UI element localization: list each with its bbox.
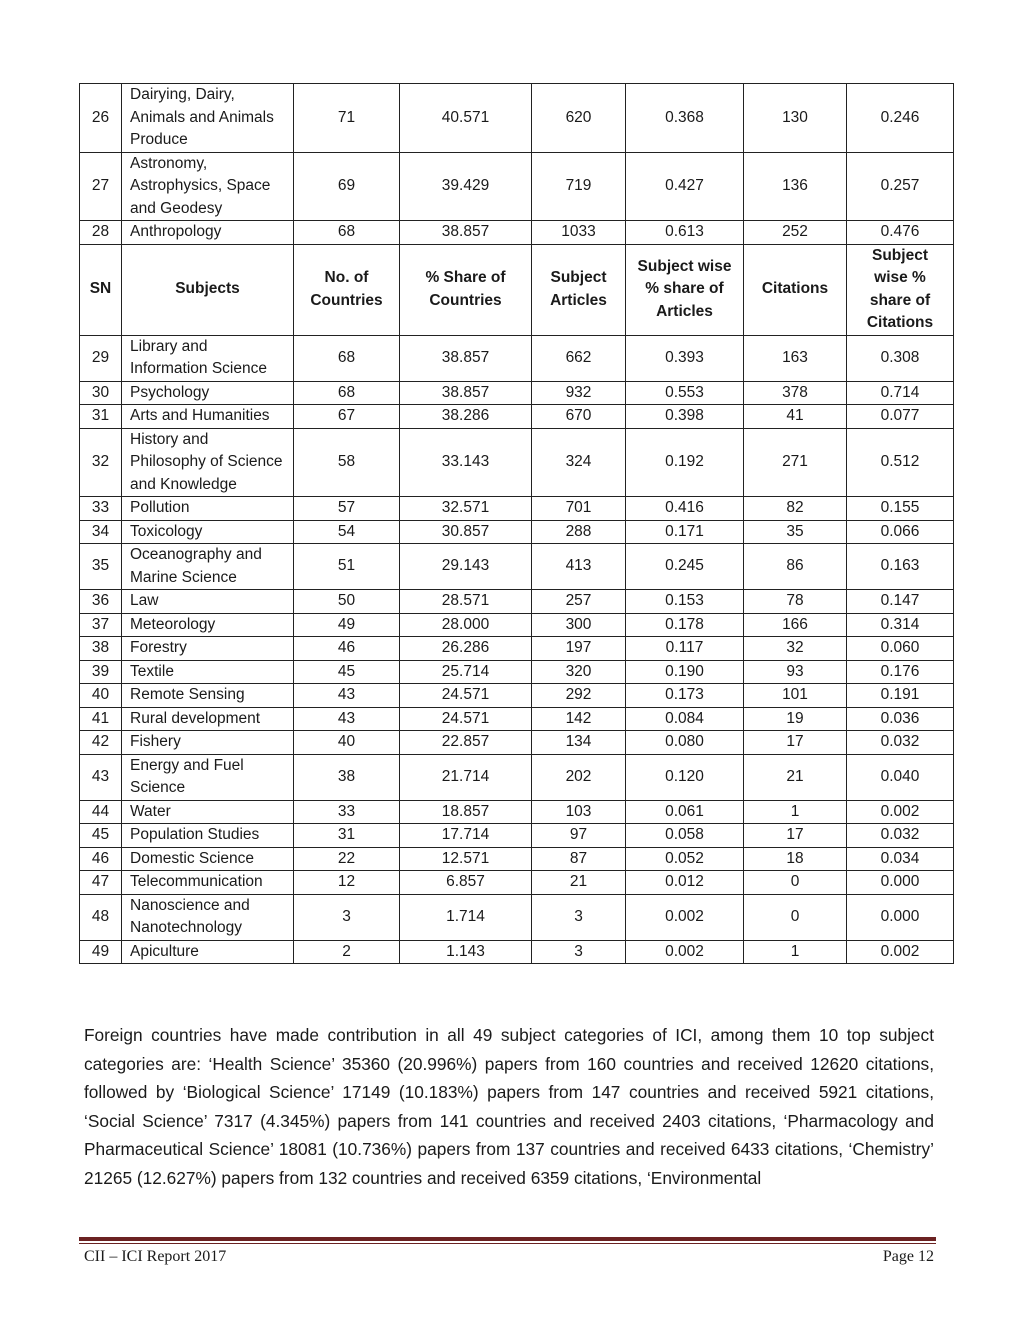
- table-cell: 71: [294, 84, 400, 153]
- subject-table: [79, 83, 954, 964]
- table-body-top: [80, 84, 954, 245]
- table-cell: 31: [80, 405, 122, 429]
- table-cell: 0.002: [847, 940, 954, 964]
- table-cell: 38.286: [400, 405, 532, 429]
- table-row: [80, 660, 954, 684]
- table-cell: 24.571: [400, 684, 532, 708]
- table-cell: 41: [744, 405, 847, 429]
- table-row: [80, 520, 954, 544]
- table-cell: 2: [294, 940, 400, 964]
- table-cell: Psychology: [122, 381, 294, 405]
- table-cell: 0.476: [847, 221, 954, 245]
- table-cell: 142: [532, 707, 626, 731]
- table-cell: 136: [744, 152, 847, 221]
- table-cell: 28.571: [400, 590, 532, 614]
- table-row: [80, 544, 954, 590]
- table-cell: Population Studies: [122, 824, 294, 848]
- table-cell: 0.190: [626, 660, 744, 684]
- table-cell: 26: [80, 84, 122, 153]
- table-cell: 101: [744, 684, 847, 708]
- table-cell: 0.191: [847, 684, 954, 708]
- table-cell: 38.857: [400, 335, 532, 381]
- header-row: [80, 244, 954, 335]
- table-row: [80, 940, 954, 964]
- table-cell: Arts and Humanities: [122, 405, 294, 429]
- table-cell: 701: [532, 497, 626, 521]
- table-cell: 0: [744, 871, 847, 895]
- footer-report-title: CII – ICI Report 2017: [84, 1248, 227, 1265]
- table-cell: 32: [744, 637, 847, 661]
- table-cell: 0.066: [847, 520, 954, 544]
- table-cell: 44: [80, 800, 122, 824]
- table-cell: 24.571: [400, 707, 532, 731]
- table-row: [80, 152, 954, 221]
- table-cell: 19: [744, 707, 847, 731]
- table-row: [80, 800, 954, 824]
- table-cell: Telecommunication: [122, 871, 294, 895]
- table-cell: 0.512: [847, 428, 954, 497]
- table-cell: 40: [80, 684, 122, 708]
- table-cell: 0.314: [847, 613, 954, 637]
- footer-rule-thick: [79, 1237, 936, 1241]
- table-cell: 68: [294, 335, 400, 381]
- table-cell: 46: [294, 637, 400, 661]
- table-cell: 54: [294, 520, 400, 544]
- table-cell: 40: [294, 731, 400, 755]
- table-cell: 0.032: [847, 824, 954, 848]
- table-cell: 57: [294, 497, 400, 521]
- table-cell: 1.714: [400, 894, 532, 940]
- table-cell: Law: [122, 590, 294, 614]
- table-cell: 17: [744, 824, 847, 848]
- table-cell: Toxicology: [122, 520, 294, 544]
- table-cell: 0.171: [626, 520, 744, 544]
- table-cell: 0: [744, 894, 847, 940]
- footer-page-number: Page 12: [882, 1248, 934, 1265]
- table-cell: 43: [294, 707, 400, 731]
- table-cell: 31: [294, 824, 400, 848]
- table-cell: 0.120: [626, 754, 744, 800]
- table-cell: 32: [80, 428, 122, 497]
- table-cell: 0.155: [847, 497, 954, 521]
- table-cell: 0.084: [626, 707, 744, 731]
- table-cell: 202: [532, 754, 626, 800]
- table-cell: 0.000: [847, 894, 954, 940]
- table-cell: 41: [80, 707, 122, 731]
- table-cell: 49: [80, 940, 122, 964]
- table-cell: 197: [532, 637, 626, 661]
- table-cell: Oceanography and Marine Science: [122, 544, 294, 590]
- table-cell: 0.176: [847, 660, 954, 684]
- table-cell: 0.308: [847, 335, 954, 381]
- table-row: [80, 731, 954, 755]
- table-cell: Domestic Science: [122, 847, 294, 871]
- table-row: [80, 381, 954, 405]
- table-cell: 48: [80, 894, 122, 940]
- table-cell: 0.000: [847, 871, 954, 895]
- table-cell: 21.714: [400, 754, 532, 800]
- table-row: [80, 405, 954, 429]
- table-cell: Dairying, Dairy, Animals and Animals Produce: [122, 84, 294, 153]
- table-cell: 67: [294, 405, 400, 429]
- table-cell: 0.163: [847, 544, 954, 590]
- table-cell: 6.857: [400, 871, 532, 895]
- table-cell: 58: [294, 428, 400, 497]
- table-row: [80, 84, 954, 153]
- table-row: [80, 894, 954, 940]
- table-cell: 21: [532, 871, 626, 895]
- table-cell: 670: [532, 405, 626, 429]
- table-cell: 27: [80, 152, 122, 221]
- table-cell: Textile: [122, 660, 294, 684]
- table-cell: 42: [80, 731, 122, 755]
- table-cell: 37: [80, 613, 122, 637]
- table-row: [80, 497, 954, 521]
- table-cell: 0.178: [626, 613, 744, 637]
- table-cell: 932: [532, 381, 626, 405]
- table-cell: 0.192: [626, 428, 744, 497]
- table-cell: 0.036: [847, 707, 954, 731]
- header-countries: No. of Countries: [294, 244, 400, 335]
- table-row: [80, 871, 954, 895]
- table-cell: 46: [80, 847, 122, 871]
- table-cell: 22: [294, 847, 400, 871]
- table-cell: 0.153: [626, 590, 744, 614]
- table-cell: 0.058: [626, 824, 744, 848]
- table-cell: 26.286: [400, 637, 532, 661]
- table-cell: 413: [532, 544, 626, 590]
- table-cell: 25.714: [400, 660, 532, 684]
- table-cell: 22.857: [400, 731, 532, 755]
- table-cell: 0.117: [626, 637, 744, 661]
- table-cell: 0.173: [626, 684, 744, 708]
- table-cell: 0.012: [626, 871, 744, 895]
- table-cell: 0.245: [626, 544, 744, 590]
- table-cell: 33.143: [400, 428, 532, 497]
- table-cell: 300: [532, 613, 626, 637]
- header-share-countries: % Share of Countries: [400, 244, 532, 335]
- table-cell: 103: [532, 800, 626, 824]
- table-cell: 1033: [532, 221, 626, 245]
- table-cell: 271: [744, 428, 847, 497]
- table-cell: 0.553: [626, 381, 744, 405]
- body-paragraph: Foreign countries have made contribution in all 49 subject categories of ICI, among them 10 top subject categories are: ‘Health Science’ 35360 (20.996%) papers from 160 countries and received 12620 citations, followed by ‘Biological Science’ 17149 (10.183%) papers from 147 countries and received 5921 citations, ‘Social Science’ 7317 (4.345%) papers from 141 countries and received 2403 citations, ‘Pharmacology and Pharmaceutical Science’ 18081 (10.736%) papers from 137 countries and received 6433 citations, ‘Chemistry’ 21265 (12.627%) papers from 132 countries and received 6359 citations, ‘Environmental: [84, 1025, 934, 1188]
- table-cell: 134: [532, 731, 626, 755]
- table-cell: 3: [294, 894, 400, 940]
- table-cell: 82: [744, 497, 847, 521]
- table-cell: 0.077: [847, 405, 954, 429]
- table-cell: 719: [532, 152, 626, 221]
- header-articles: Subject Articles: [532, 244, 626, 335]
- table-cell: 35: [744, 520, 847, 544]
- table-cell: 87: [532, 847, 626, 871]
- table-cell: 163: [744, 335, 847, 381]
- table-cell: 30.857: [400, 520, 532, 544]
- table-cell: 68: [294, 381, 400, 405]
- table-cell: 38.857: [400, 221, 532, 245]
- table-row: [80, 428, 954, 497]
- table-cell: 28: [80, 221, 122, 245]
- table-cell: 0.368: [626, 84, 744, 153]
- table-cell: 40.571: [400, 84, 532, 153]
- table-cell: 378: [744, 381, 847, 405]
- table-cell: 12: [294, 871, 400, 895]
- table-cell: 38: [294, 754, 400, 800]
- table-row: [80, 754, 954, 800]
- table-cell: Astronomy, Astrophysics, Space and Geodesy: [122, 152, 294, 221]
- table-cell: 0.061: [626, 800, 744, 824]
- table-cell: 38: [80, 637, 122, 661]
- header-citations: Citations: [744, 244, 847, 335]
- table-cell: Nanoscience and Nanotechnology: [122, 894, 294, 940]
- table-cell: 38.857: [400, 381, 532, 405]
- table-cell: Pollution: [122, 497, 294, 521]
- table-cell: 0.246: [847, 84, 954, 153]
- table-cell: 69: [294, 152, 400, 221]
- table-cell: 49: [294, 613, 400, 637]
- table-cell: 33: [294, 800, 400, 824]
- table-cell: 43: [80, 754, 122, 800]
- table-cell: 0.060: [847, 637, 954, 661]
- table-row: [80, 824, 954, 848]
- table-cell: Water: [122, 800, 294, 824]
- table-cell: 252: [744, 221, 847, 245]
- table-cell: 21: [744, 754, 847, 800]
- table-cell: 36: [80, 590, 122, 614]
- table-cell: 0.613: [626, 221, 744, 245]
- table-row: [80, 221, 954, 245]
- table-cell: 97: [532, 824, 626, 848]
- table-cell: 86: [744, 544, 847, 590]
- table-cell: 0.002: [626, 940, 744, 964]
- table-cell: 0.393: [626, 335, 744, 381]
- table-cell: 288: [532, 520, 626, 544]
- table-cell: 257: [532, 590, 626, 614]
- table-cell: 47: [80, 871, 122, 895]
- table-cell: 0.052: [626, 847, 744, 871]
- table-cell: 0.032: [847, 731, 954, 755]
- table-cell: 0.080: [626, 731, 744, 755]
- table-cell: 0.257: [847, 152, 954, 221]
- table-cell: 12.571: [400, 847, 532, 871]
- table-cell: 30: [80, 381, 122, 405]
- table-cell: 320: [532, 660, 626, 684]
- footer-rule-thin: [79, 1243, 936, 1244]
- table-cell: 45: [80, 824, 122, 848]
- table-cell: 0.040: [847, 754, 954, 800]
- table-cell: 29: [80, 335, 122, 381]
- table-row: [80, 707, 954, 731]
- table-cell: Library and Information Science: [122, 335, 294, 381]
- table-cell: 51: [294, 544, 400, 590]
- table-cell: Fishery: [122, 731, 294, 755]
- table-row: [80, 590, 954, 614]
- table-row: [80, 637, 954, 661]
- table-cell: 28.000: [400, 613, 532, 637]
- table-cell: 0.002: [626, 894, 744, 940]
- table-cell: Forestry: [122, 637, 294, 661]
- header-share-citations: Subject wise % share of Citations: [847, 244, 954, 335]
- table-cell: 0.416: [626, 497, 744, 521]
- table-cell: 39.429: [400, 152, 532, 221]
- table-cell: 32.571: [400, 497, 532, 521]
- table-cell: 620: [532, 84, 626, 153]
- table-cell: Meteorology: [122, 613, 294, 637]
- table-cell: 33: [80, 497, 122, 521]
- header-sn: SN: [80, 244, 122, 335]
- table-cell: Energy and Fuel Science: [122, 754, 294, 800]
- table-cell: 1: [744, 800, 847, 824]
- table-cell: 662: [532, 335, 626, 381]
- table-cell: 3: [532, 894, 626, 940]
- table-cell: 0.147: [847, 590, 954, 614]
- table-cell: History and Philosophy of Science and Knowledge: [122, 428, 294, 497]
- table-cell: 68: [294, 221, 400, 245]
- table-cell: 130: [744, 84, 847, 153]
- table-row: [80, 847, 954, 871]
- table-cell: 1.143: [400, 940, 532, 964]
- table-cell: 292: [532, 684, 626, 708]
- table-cell: 43: [294, 684, 400, 708]
- header-share-articles: Subject wise % share of Articles: [626, 244, 744, 335]
- table-cell: 18.857: [400, 800, 532, 824]
- table-cell: 35: [80, 544, 122, 590]
- table-cell: 0.427: [626, 152, 744, 221]
- table-row: [80, 335, 954, 381]
- table-cell: 0.034: [847, 847, 954, 871]
- table-cell: Apiculture: [122, 940, 294, 964]
- table-cell: 93: [744, 660, 847, 684]
- table-cell: Rural development: [122, 707, 294, 731]
- table-cell: 17: [744, 731, 847, 755]
- table-cell: 39: [80, 660, 122, 684]
- table-header: [80, 244, 954, 335]
- table-cell: 17.714: [400, 824, 532, 848]
- table-cell: 34: [80, 520, 122, 544]
- table-cell: 78: [744, 590, 847, 614]
- table-row: [80, 684, 954, 708]
- table-row: [80, 613, 954, 637]
- table-body-bottom: [80, 335, 954, 964]
- table-cell: 0.714: [847, 381, 954, 405]
- table-cell: 1: [744, 940, 847, 964]
- table-cell: 50: [294, 590, 400, 614]
- table-cell: 29.143: [400, 544, 532, 590]
- table-cell: Remote Sensing: [122, 684, 294, 708]
- header-subjects: Subjects: [122, 244, 294, 335]
- table-cell: 18: [744, 847, 847, 871]
- table-cell: 45: [294, 660, 400, 684]
- table-cell: 166: [744, 613, 847, 637]
- table-cell: 3: [532, 940, 626, 964]
- table-cell: 0.398: [626, 405, 744, 429]
- table-cell: Anthropology: [122, 221, 294, 245]
- table-cell: 324: [532, 428, 626, 497]
- table-cell: 0.002: [847, 800, 954, 824]
